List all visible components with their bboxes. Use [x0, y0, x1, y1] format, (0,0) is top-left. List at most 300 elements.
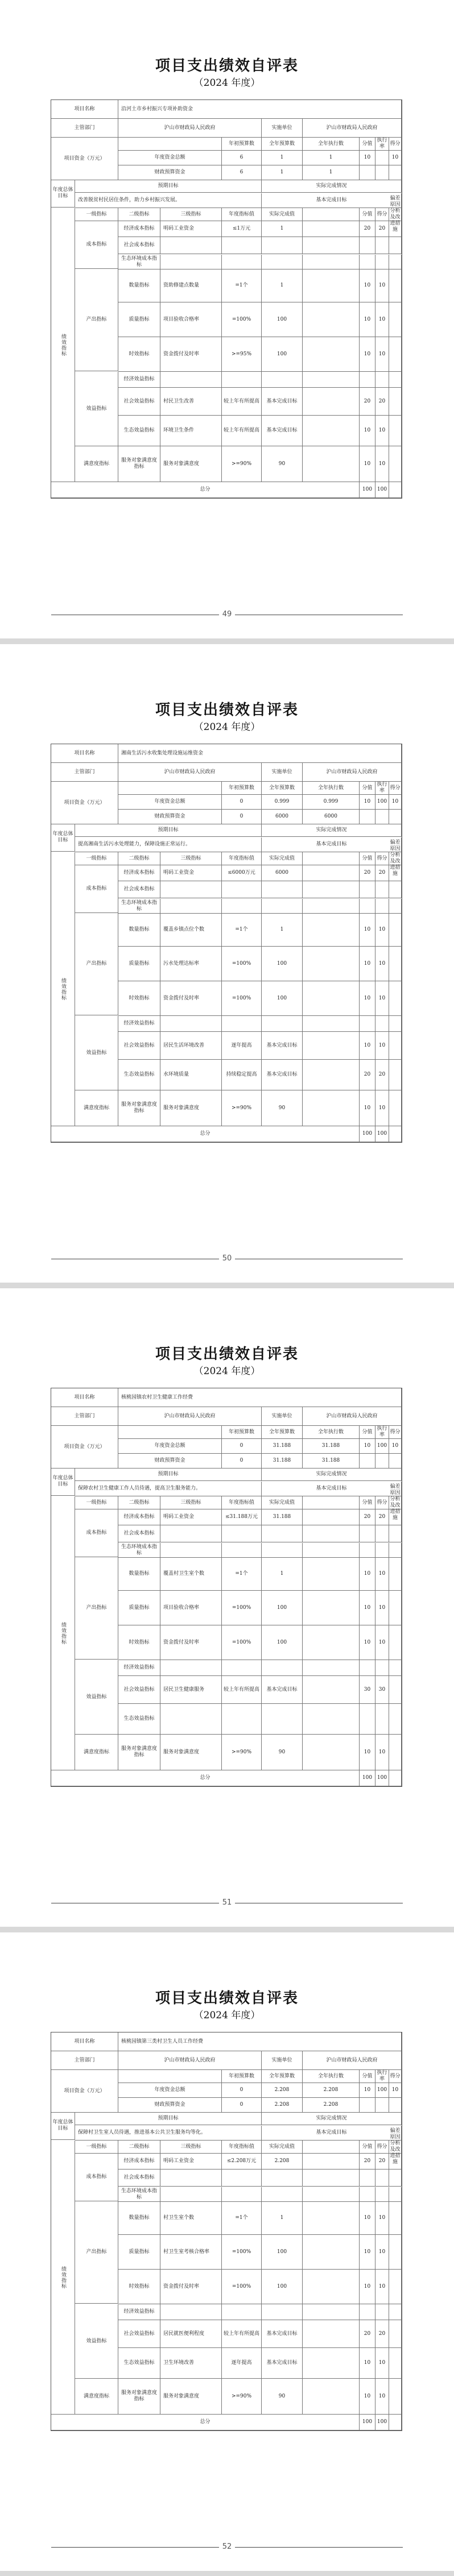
- label-timeliness: 时效指标: [118, 1625, 160, 1660]
- label-gov_funds: 财政预算资金: [118, 2098, 222, 2113]
- label-annual-goal: 年度总体目标: [51, 2112, 75, 2140]
- header-score: 分值: [360, 1426, 375, 1439]
- label-level2: 社会成本指标: [118, 2170, 160, 2187]
- value-actual: 100: [262, 947, 303, 981]
- value-got: [389, 2098, 402, 2113]
- label-level2: 服务对象满意度指标: [118, 2379, 160, 2415]
- value-target: =100%: [222, 981, 262, 1016]
- blank-cell: [303, 372, 360, 388]
- label-dept: 主管部门: [51, 1407, 118, 1426]
- value-deviation: [389, 337, 402, 372]
- header-actual-goal: 实际完成情况: [262, 824, 402, 837]
- value-actual: 90: [262, 2379, 303, 2415]
- label-level2: 生态环境成本指标: [118, 255, 160, 269]
- blank-cell: [303, 881, 360, 898]
- value-target: [222, 255, 262, 269]
- header-year-budget: 年初预算数: [222, 2070, 262, 2083]
- header-full-budget: 全年预算数: [262, 2070, 303, 2083]
- header-level2: 二级指标: [118, 852, 160, 865]
- performance-table: [51, 99, 402, 499]
- value-full-budget: 2.208: [262, 2083, 303, 2098]
- value-score: 10: [360, 2270, 375, 2304]
- value-score: [360, 899, 375, 914]
- value-project-name: 沿河土市乡村振兴专项补助资金: [118, 100, 402, 119]
- value-target: =1个: [222, 913, 262, 947]
- value-year-budget: 0: [222, 2098, 262, 2113]
- page-title: 项目支出绩效自评表: [155, 1346, 299, 1363]
- value-year-budget: 6: [222, 151, 262, 165]
- value-dept: 沪山市财政局人民政府: [118, 763, 262, 782]
- header-got: 得分: [389, 2070, 402, 2083]
- value-deviation: [389, 2187, 402, 2202]
- blank-cell: [303, 416, 360, 446]
- value-got: [375, 2170, 389, 2187]
- label-level2: 生态效益指标: [118, 1704, 160, 1735]
- header-expected-goal: 预期目标: [75, 180, 262, 193]
- blank-cell: [389, 1770, 402, 1786]
- page-number: [0, 1898, 454, 1907]
- blank-cell: [303, 388, 360, 416]
- value-actual: 1: [262, 221, 303, 237]
- value-target: =100%: [222, 1625, 262, 1660]
- value-deviation: [389, 1676, 402, 1704]
- value-score: 10: [360, 913, 375, 947]
- value-actual: 基本完成目标: [262, 416, 303, 446]
- value-got: 10: [375, 446, 389, 482]
- value-year-budget: 0: [222, 1454, 262, 1469]
- label-unit: 实施单位: [262, 1407, 303, 1426]
- header-exec-rate: 执行率: [375, 782, 389, 795]
- value-score: 10: [360, 446, 375, 482]
- label-level2: 生态效益指标: [118, 2348, 160, 2379]
- value-exec-rate: 100: [375, 795, 389, 810]
- value-level3: [160, 1704, 222, 1735]
- value-target: >=90%: [222, 446, 262, 482]
- label-annual-goal: 年度总体目标: [51, 180, 75, 208]
- value-actual-goal: 基本完成目标: [262, 1482, 402, 1496]
- value-got: 10: [389, 151, 402, 165]
- value-dept: 沪山市财政局人民政府: [118, 1407, 262, 1426]
- value-deviation: [389, 446, 402, 482]
- value-target: 较上年有所提高: [222, 2320, 262, 2348]
- value-score: 10: [360, 2201, 375, 2235]
- value-actual: [262, 237, 303, 254]
- value-deviation: [389, 237, 402, 254]
- value-actual: [262, 1543, 303, 1558]
- value-got: 20: [375, 388, 389, 416]
- value-got: [389, 165, 402, 180]
- value-total-got: 100: [375, 482, 389, 498]
- value-level3: 明码工业资金: [160, 1509, 222, 1525]
- value-actual: 1: [262, 269, 303, 302]
- label-project-name: 项目名称: [51, 100, 118, 119]
- value-target: 逐年提高: [222, 2348, 262, 2379]
- value-deviation: [389, 1032, 402, 1060]
- label-quantity: 数量指标: [118, 269, 160, 302]
- blank-cell: [303, 2348, 360, 2379]
- value-actual: 基本完成目标: [262, 2320, 303, 2348]
- value-dept: 沪山市财政局人民政府: [118, 2051, 262, 2070]
- blank-cell: [118, 138, 222, 151]
- value-deviation: [389, 1016, 402, 1032]
- value-score: 10: [360, 269, 375, 302]
- header-actual-goal: 实际完成情况: [262, 180, 402, 193]
- page-subtitle-year: （2024 年度）: [193, 2010, 261, 2021]
- value-target: 逐年提高: [222, 1032, 262, 1060]
- value-target: [222, 2170, 262, 2187]
- header-annual-target: 年度指标值: [222, 2141, 262, 2154]
- performance-table: [51, 744, 402, 1143]
- label-quality: 质量指标: [118, 1591, 160, 1625]
- value-got: [375, 1525, 389, 1542]
- value-actual: [262, 899, 303, 914]
- value-got: 10: [375, 981, 389, 1016]
- value-year-budget: 6: [222, 165, 262, 180]
- blank-cell: [303, 337, 360, 372]
- label-satisfaction-indicators: 满意度指标: [75, 1735, 118, 1770]
- value-got: 10: [375, 2235, 389, 2270]
- value-actual: 31.188: [262, 1509, 303, 1525]
- value-got: 20: [375, 1060, 389, 1090]
- label-cost-indicators: 成本指标: [75, 1509, 118, 1557]
- header-deviation: 偏差原因分析及改进措施: [389, 852, 402, 865]
- value-year-budget: 0: [222, 1439, 262, 1454]
- blank-cell: [303, 2154, 360, 2170]
- header-level2: 二级指标: [118, 2141, 160, 2154]
- label-level2: 经济成本指标: [118, 1509, 160, 1525]
- value-total-score: 100: [360, 482, 375, 498]
- label-satisfaction-indicators: 满意度指标: [75, 446, 118, 482]
- page-subtitle-year: （2024 年度）: [193, 77, 261, 89]
- value-deviation: [389, 1525, 402, 1542]
- value-target: [222, 1704, 262, 1735]
- value-deviation: [389, 2379, 402, 2415]
- blank-cell: [303, 1704, 360, 1735]
- page-title: 项目支出绩效自评表: [155, 702, 299, 719]
- value-score: [360, 165, 375, 180]
- label-output-indicators: 产出指标: [75, 913, 118, 1015]
- label-quality: 质量指标: [118, 2235, 160, 2270]
- label-gov_funds: 财政预算资金: [118, 165, 222, 180]
- label-level2: 社会效益指标: [118, 2320, 160, 2348]
- header-level3: 三级指标: [160, 1496, 222, 1509]
- value-exec-rate: 100: [375, 1439, 389, 1454]
- label-level2: 服务对象满意度指标: [118, 446, 160, 482]
- value-actual: 基本完成目标: [262, 1060, 303, 1090]
- page-subtitle-year: （2024 年度）: [193, 1366, 261, 1377]
- blank-cell: [303, 1016, 360, 1032]
- header-year-budget: 年初预算数: [222, 1426, 262, 1439]
- value-score: 30: [360, 1676, 375, 1704]
- value-score: [360, 1016, 375, 1032]
- blank-cell: [118, 782, 222, 795]
- value-level3: 服务对象满意度: [160, 446, 222, 482]
- value-actual: 6000: [262, 865, 303, 881]
- value-score: 10: [360, 1439, 375, 1454]
- blank-cell: [303, 2270, 360, 2304]
- value-score: 20: [360, 221, 375, 237]
- value-level3: [160, 1543, 222, 1558]
- value-got: 10: [375, 2379, 389, 2415]
- value-level3: [160, 2187, 222, 2202]
- header-level3: 三级指标: [160, 208, 222, 221]
- label-level2: 生态环境成本指标: [118, 1543, 160, 1558]
- value-target: [222, 1660, 262, 1676]
- blank-cell: [303, 1625, 360, 1660]
- value-level3: [160, 255, 222, 269]
- label-level2: 服务对象满意度指标: [118, 1735, 160, 1770]
- value-deviation: [389, 865, 402, 881]
- label-year_funds: 年度资金总额: [118, 2083, 222, 2098]
- blank-cell: [303, 237, 360, 254]
- value-actual: 基本完成目标: [262, 388, 303, 416]
- value-exec-rate: [375, 151, 389, 165]
- header-annual-target: 年度指标值: [222, 1496, 262, 1509]
- report-page: [0, 644, 454, 1283]
- value-expected-goal: 保障村卫生室人员待遇，推进基本公共卫生服务均等化。: [75, 2126, 262, 2141]
- value-total-score: 100: [360, 2415, 375, 2430]
- value-score: 10: [360, 1735, 375, 1770]
- value-got: 10: [375, 1735, 389, 1770]
- value-deviation: [389, 2320, 402, 2348]
- header-actual-value: 实际完成值: [262, 208, 303, 221]
- value-target: =100%: [222, 1591, 262, 1625]
- label-level2: 社会成本指标: [118, 1525, 160, 1542]
- value-got: [375, 1016, 389, 1032]
- label-total: 总分: [51, 1126, 360, 1142]
- header-score: 分值: [360, 1496, 375, 1509]
- value-score: 20: [360, 1060, 375, 1090]
- value-level3: 水环境质量: [160, 1060, 222, 1090]
- header-expected-goal: 预期目标: [75, 2112, 262, 2125]
- value-score: [360, 1525, 375, 1542]
- value-deviation: [389, 416, 402, 446]
- value-full-exec: 0.999: [303, 795, 360, 810]
- value-target: [222, 1543, 262, 1558]
- value-got: 10: [375, 269, 389, 302]
- value-score: 10: [360, 1090, 375, 1126]
- value-exec-rate: [375, 1454, 389, 1469]
- page-number-text: 49: [219, 610, 236, 619]
- value-project-name: 核桃园镇农村卫生健康工作经费: [118, 1388, 402, 1407]
- value-actual: [262, 255, 303, 269]
- value-actual: [262, 1704, 303, 1735]
- header-deviation: 偏差原因分析及改进措施: [389, 208, 402, 221]
- label-satisfaction-indicators: 满意度指标: [75, 1090, 118, 1126]
- value-deviation: [389, 2348, 402, 2379]
- header-exec-rate: 执行率: [375, 1426, 389, 1439]
- value-year-budget: 0: [222, 810, 262, 824]
- value-total-got: 100: [375, 2415, 389, 2430]
- value-actual-goal: 基本完成目标: [262, 193, 402, 208]
- label-timeliness: 时效指标: [118, 2270, 160, 2304]
- blank-cell: [303, 1090, 360, 1126]
- label-level2: 社会效益指标: [118, 1032, 160, 1060]
- value-target: ≤31.188万元: [222, 1509, 262, 1525]
- blank-cell: [303, 2201, 360, 2235]
- blank-cell: [303, 1032, 360, 1060]
- label-year_funds: 年度资金总额: [118, 795, 222, 810]
- label-performance-indicators: 绩效指标: [51, 208, 75, 482]
- value-level3: 居民卫生健康服务: [160, 1676, 222, 1704]
- label-annual-goal: 年度总体目标: [51, 824, 75, 852]
- label-performance-indicators: 绩效指标: [51, 852, 75, 1126]
- value-score: 10: [360, 795, 375, 810]
- page-number: [0, 610, 454, 619]
- label-benefit-indicators: 效益指标: [75, 372, 118, 446]
- blank-cell: [303, 221, 360, 237]
- value-target: 较上年有所提高: [222, 1676, 262, 1704]
- value-deviation: [389, 221, 402, 237]
- label-level2: 生态效益指标: [118, 416, 160, 446]
- value-actual: 90: [262, 446, 303, 482]
- value-total-score: 100: [360, 1126, 375, 1142]
- value-target: =100%: [222, 2270, 262, 2304]
- header-score: 分值: [360, 2070, 375, 2083]
- value-full-budget: 31.188: [262, 1439, 303, 1454]
- label-total: 总分: [51, 1770, 360, 1786]
- value-got: 20: [375, 865, 389, 881]
- label-unit: 实施单位: [262, 763, 303, 782]
- label-project-name: 项目名称: [51, 744, 118, 763]
- label-level2: 社会效益指标: [118, 1676, 160, 1704]
- value-target: ≤1万元: [222, 221, 262, 237]
- value-level3: 卫生环境改善: [160, 2348, 222, 2379]
- value-actual: [262, 1016, 303, 1032]
- page-subtitle-year: （2024 年度）: [193, 721, 261, 733]
- label-level2: 服务对象满意度指标: [118, 1090, 160, 1126]
- blank-cell: [118, 1426, 222, 1439]
- value-full-exec: 2.208: [303, 2098, 360, 2113]
- value-deviation: [389, 1735, 402, 1770]
- value-score: 10: [360, 337, 375, 372]
- performance-table: [51, 1388, 402, 1787]
- label-performance-indicators: 绩效指标: [51, 1496, 75, 1770]
- blank-cell: [303, 865, 360, 881]
- header-level1: 一级指标: [75, 2141, 118, 2154]
- value-score: [360, 1704, 375, 1735]
- value-score: 10: [360, 2348, 375, 2379]
- header-got: 得分: [389, 138, 402, 151]
- label-level2: 经济效益指标: [118, 1660, 160, 1676]
- header-annual-target: 年度指标值: [222, 208, 262, 221]
- blank-cell: [303, 302, 360, 337]
- value-got: 10: [375, 1557, 389, 1591]
- value-deviation: [389, 1543, 402, 1558]
- label-level2: 经济成本指标: [118, 865, 160, 881]
- blank-cell: [303, 446, 360, 482]
- label-benefit-indicators: 效益指标: [75, 1016, 118, 1090]
- page-title: 项目支出绩效自评表: [155, 57, 299, 74]
- report-page: [0, 0, 454, 638]
- label-unit: 实施单位: [262, 119, 303, 138]
- value-target: ≤2.208万元: [222, 2154, 262, 2170]
- value-level3: [160, 1660, 222, 1676]
- value-level3: 资金拨付及时率: [160, 1625, 222, 1660]
- value-score: 20: [360, 2154, 375, 2170]
- value-got: [375, 237, 389, 254]
- label-annual-goal: 年度总体目标: [51, 1468, 75, 1496]
- value-score: [360, 810, 375, 824]
- value-level3: 明码工业资金: [160, 221, 222, 237]
- header-full-budget: 全年预算数: [262, 138, 303, 151]
- value-level3: 项目验收合格率: [160, 1591, 222, 1625]
- label-level2: 社会成本指标: [118, 237, 160, 254]
- blank-cell: [303, 852, 360, 865]
- value-target: >=90%: [222, 1735, 262, 1770]
- header-full-budget: 全年预算数: [262, 782, 303, 795]
- header-level3: 三级指标: [160, 852, 222, 865]
- value-actual: [262, 2170, 303, 2187]
- header-full-exec: 全年执行数: [303, 1426, 360, 1439]
- value-got: 10: [375, 1090, 389, 1126]
- label-level2: 经济成本指标: [118, 221, 160, 237]
- header-full-exec: 全年执行数: [303, 2070, 360, 2083]
- value-level3: 覆盖村卫生室个数: [160, 1557, 222, 1591]
- value-level3: 服务对象满意度: [160, 2379, 222, 2415]
- value-deviation: [389, 2170, 402, 2187]
- blank-cell: [303, 2304, 360, 2320]
- value-score: [360, 1660, 375, 1676]
- label-dept: 主管部门: [51, 119, 118, 138]
- value-actual: 100: [262, 337, 303, 372]
- label-level2: 经济效益指标: [118, 2304, 160, 2320]
- value-score: [360, 2098, 375, 2113]
- value-actual: [262, 1660, 303, 1676]
- value-dept: 沪山市财政局人民政府: [118, 119, 262, 138]
- blank-cell: [118, 2070, 222, 2083]
- value-score: 10: [360, 947, 375, 981]
- header-score: 分值: [360, 782, 375, 795]
- value-exec-rate: [375, 165, 389, 180]
- value-target: =1个: [222, 2201, 262, 2235]
- blank-cell: [303, 2187, 360, 2202]
- label-unit: 实施单位: [262, 2051, 303, 2070]
- header-annual-target: 年度指标值: [222, 852, 262, 865]
- value-full-exec: 1: [303, 165, 360, 180]
- header-got: 得分: [375, 2141, 389, 2154]
- label-output-indicators: 产出指标: [75, 2201, 118, 2304]
- blank-cell: [303, 255, 360, 269]
- value-level3: 服务对象满意度: [160, 1090, 222, 1126]
- label-quality: 质量指标: [118, 947, 160, 981]
- value-actual: [262, 2187, 303, 2202]
- label-level2: 经济成本指标: [118, 2154, 160, 2170]
- value-got: [375, 2304, 389, 2320]
- value-target: >=90%: [222, 1090, 262, 1126]
- value-score: 10: [360, 2083, 375, 2098]
- value-got: [389, 1454, 402, 1469]
- value-got: 10: [375, 337, 389, 372]
- label-total: 总分: [51, 2415, 360, 2430]
- blank-cell: [303, 2141, 360, 2154]
- value-full-budget: 2.208: [262, 2098, 303, 2113]
- blank-cell: [303, 1509, 360, 1525]
- value-level3: 资金拨付及时率: [160, 337, 222, 372]
- performance-table: [51, 2032, 402, 2431]
- header-score: 分值: [360, 138, 375, 151]
- label-funds: 项目资金（万元）: [51, 2070, 118, 2113]
- blank-cell: [303, 1543, 360, 1558]
- header-level1: 一级指标: [75, 208, 118, 221]
- value-actual: 90: [262, 1735, 303, 1770]
- header-level1: 一级指标: [75, 1496, 118, 1509]
- value-full-budget: 6000: [262, 810, 303, 824]
- header-year-budget: 年初预算数: [222, 782, 262, 795]
- value-actual: 90: [262, 1090, 303, 1126]
- blank-cell: [389, 2415, 402, 2430]
- value-deviation: [389, 372, 402, 388]
